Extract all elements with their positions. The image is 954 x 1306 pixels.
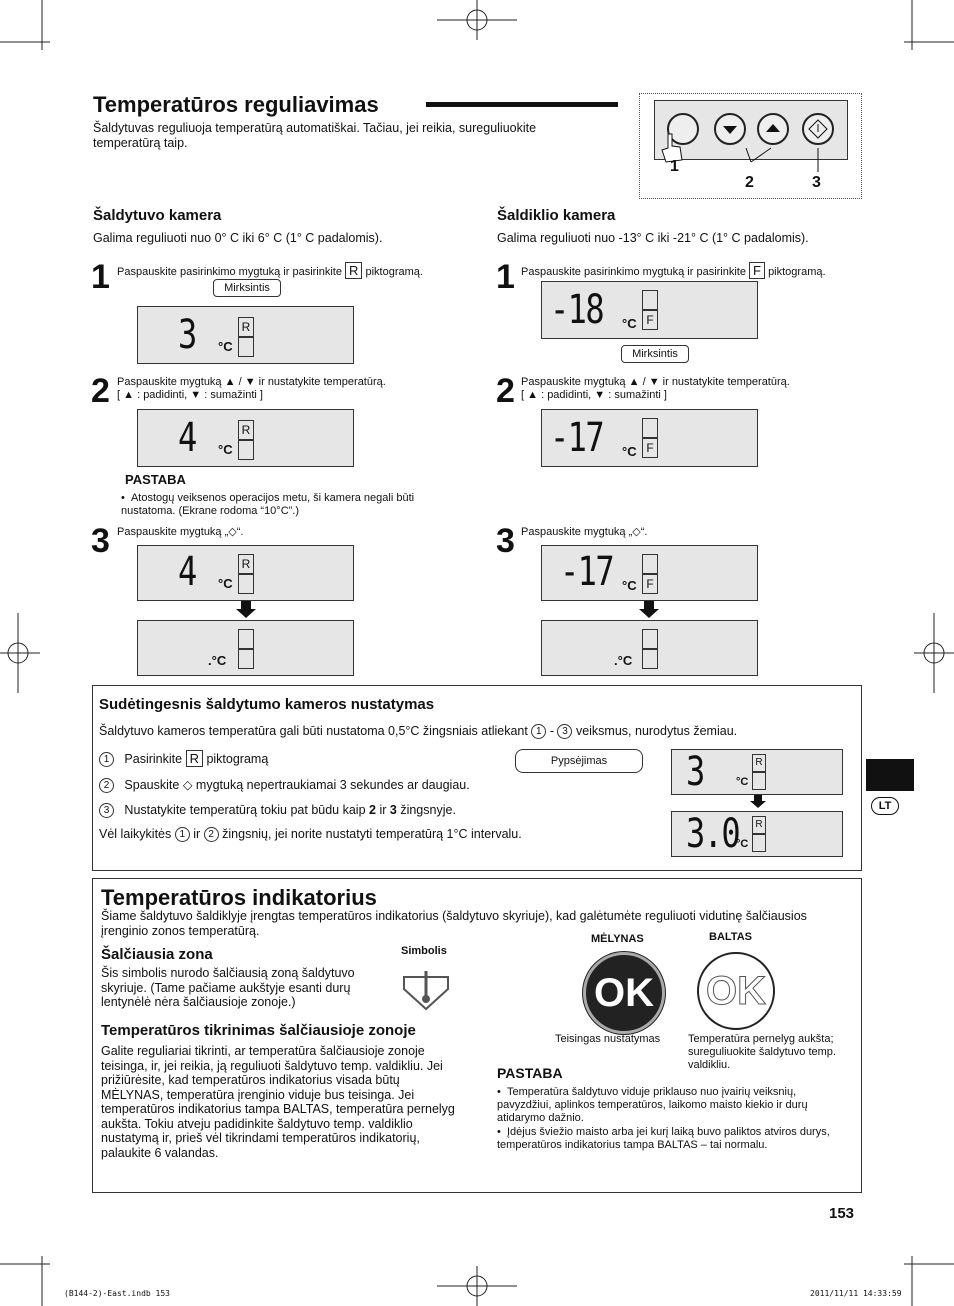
advanced-item-1: 1 Pasirinkite R piktogramą [99, 750, 268, 767]
set-icon: ◇ [182, 778, 193, 792]
panel-label-3: 3 [812, 174, 821, 191]
advanced-lcd-2: 3.0 °C R [671, 811, 843, 857]
indicator-note-title: PASTABA [497, 1065, 563, 1081]
advanced-down-arrow [750, 795, 766, 809]
freezer-step-3-text: Paspauskite mygtuką „◇“. [521, 526, 648, 538]
advanced-lcd-1: 3 °C R [671, 749, 843, 795]
indicator-note-1: • Temperatūra šaldytuvo viduje priklauso nuo įvairių veiksnių, pavyzdžiui, aplinkos temperatūros, laikomo maisto kiekio ir durų atidarymo dažnio. [497, 1086, 808, 1124]
fridge-step-2-text: Paspauskite mygtuką ▲ / ▼ ir nustatykite temperatūrą. [ ▲ : padidinti, ▼ : sumažinti ] [117, 376, 386, 401]
advanced-item-2: 2 Spauskite ◇ mygtuką nepertraukiamai 3 sekundes ar daugiau. [99, 778, 470, 793]
lang-tab-block [866, 759, 914, 791]
fridge-step-3-text: Paspauskite mygtuką „◇“. [117, 526, 244, 538]
freezer-step-1-text: Paspauskite pasirinkimo mygtuką ir pasirinkite F piktogramą. [521, 263, 826, 278]
fridge-step-3-number: 3 [91, 522, 110, 560]
page-number: 153 [829, 1205, 855, 1222]
set-icon: ◇ [228, 526, 237, 538]
down-triangle-icon: ▼ [648, 376, 660, 388]
freezer-down-arrow [639, 601, 659, 619]
panel-label-1: 1 [670, 158, 679, 175]
check-heading: Temperatūros tikrinimas šalčiausioje zonoje [101, 1022, 416, 1039]
indicator-note-2: • Įdėjus šviežio maisto arba jei kurį laiką buvo paliktos atviros durys, temperatūros indikatorius tampa BALTAS – tai normalu. [497, 1126, 830, 1151]
fridge-note-title: PASTABA [125, 472, 186, 487]
up-triangle-icon: ▲ [527, 389, 539, 401]
symbol-label: Simbolis [401, 945, 447, 957]
down-triangle-icon: ▼ [244, 376, 256, 388]
down-triangle-icon: ▼ [594, 389, 606, 401]
fridge-note: • Atostogų veiksenos operacijos metu, ši kamera negali būti nustatoma. (Ekrane rodoma “10°C”.) [121, 492, 415, 517]
panel-label-2: 2 [745, 174, 754, 191]
freezer-blinking-callout: Mirksintis [621, 345, 689, 363]
white-label: BALTAS [709, 931, 752, 943]
ok-blue-indicator: OK [583, 952, 665, 1034]
up-triangle-icon: ▲ [224, 376, 236, 388]
fridge-down-arrow [236, 601, 256, 619]
footer-left: (B144-2)-East.indb 153 [64, 1289, 170, 1298]
beep-callout: Pypsėjimas [515, 749, 643, 773]
check-text: Galite reguliariai tikrinti, ar temperatūra šalčiausioje zonoje teisinga, ir, jei reikia, ją reguliuoti šaldytuvo temp. valdikliu. Jei prižiūrėsite, kad temperatūros indikatorius visada būtų MĖLYNAS, temperatūra įrenginio viduje bus teisinga. Jei temperatūros indikatorius tampa BALTAS, temperatūra pernelyg aukšta. Tokiu atveju padidinkite šaldytuvo temp. valdiklio nustatymą ir, prieš vėl tikrindami temperatūros indikatorių, palaukite 6 valandas. [101, 1044, 455, 1160]
fridge-range: Galima reguliuoti nuo 0° C iki 6° C (1° C padalomis). [93, 231, 383, 245]
freezer-lcd-1: -18 °C F [541, 281, 758, 339]
advanced-setting-box [92, 685, 862, 871]
fridge-heading: Šaldytuvo kamera [93, 207, 222, 224]
white-caption: Temperatūra pernelyg aukšta; sureguliuokite šaldytuvo temp. valdikliu. [688, 1033, 836, 1071]
fridge-lcd-3: 4 °C R [137, 545, 354, 601]
fridge-step-1-text: Paspauskite pasirinkimo mygtuką ir pasirinkite R piktogramą. [117, 263, 423, 278]
fridge-blinking-callout: Mirksintis [213, 279, 281, 297]
down-triangle-icon: ▼ [190, 389, 202, 401]
freezer-step-2-text: Paspauskite mygtuką ▲ / ▼ ir nustatykite temperatūrą. [ ▲ : padidinti, ▼ : sumažinti ] [521, 376, 790, 401]
blue-label: MĖLYNAS [591, 933, 644, 945]
fridge-lcd-4: .°C [137, 620, 354, 676]
indicator-heading: Temperatūros indikatorius [101, 885, 377, 910]
freezer-step-2-number: 2 [496, 372, 515, 410]
advanced-heading: Sudėtingesnis šaldytumo kameros nustatymas [99, 696, 435, 713]
up-triangle-icon: ▲ [123, 389, 135, 401]
fridge-lcd-2: 4 °C R [137, 409, 354, 467]
page-title: Temperatūros reguliavimas [93, 92, 379, 117]
freezer-lcd-2: -17 °C F [541, 409, 758, 467]
fridge-step-2-number: 2 [91, 372, 110, 410]
blue-caption: Teisingas nustatymas [555, 1033, 661, 1045]
coldest-zone-text: Šis simbolis nurodo šalčiausią zoną šaldytuvo skyriuje. (Tame pačiame aukštyje esanti durų lentynėlė nėra šalčiausioje zonoje.) [101, 966, 355, 1009]
freezer-step-3-number: 3 [496, 522, 515, 560]
set-icon: ◇ [632, 526, 641, 538]
freezer-range: Galima reguliuoti nuo -13° C iki -21° C (1° C padalomis). [497, 231, 809, 245]
advanced-item-3: 3 Nustatykite temperatūrą tokiu pat būdu kaip 2 ir 3 žingsnyje. [99, 803, 456, 818]
advanced-repeat: Vėl laikykitės 1 ir 2 žingsnių, jei norite nustatyti temperatūrą 1°C intervalu. [99, 827, 522, 841]
lang-tab: LT [871, 797, 899, 815]
freezer-step-1-number: 1 [496, 258, 515, 296]
footer-right: 2011/11/11 14:33:59 [810, 1289, 902, 1298]
intro-text: Šaldytuvas reguliuoja temperatūrą automatiškai. Tačiau, jei reikia, sureguliuokite temperatūrą taip. [93, 121, 537, 150]
coldest-zone-symbol [401, 965, 451, 1011]
indicator-box [92, 878, 862, 1193]
advanced-intro: Šaldytuvo kameros temperatūra gali būti nustatoma 0,5°C žingsniais atliekant 1 - 3 veiksmus, nurodytus žemiau. [99, 724, 738, 738]
ok-white-indicator: OK [697, 952, 775, 1030]
r-icon: R [186, 750, 203, 767]
control-panel-figure [639, 93, 862, 199]
fridge-lcd-1: 3 °C R [137, 306, 354, 364]
indicator-intro: Šiame šaldytuvo šaldiklyje įrengtas temperatūros indikatorius (šaldytuvo skyriuje), kad galėtumėte reguliuoti vidutinę šalčiausios įrenginio zonos temperatūrą. [101, 909, 807, 938]
r-icon: R [345, 262, 362, 279]
f-icon: F [749, 262, 765, 279]
coldest-zone-heading: Šalčiausia zona [101, 946, 213, 963]
freezer-lcd-3: -17 °C F [541, 545, 758, 601]
fridge-step-1-number: 1 [91, 258, 110, 296]
freezer-lcd-4: .°C [541, 620, 758, 676]
title-rule [426, 102, 618, 107]
up-triangle-icon: ▲ [628, 376, 640, 388]
freezer-heading: Šaldiklio kamera [497, 207, 616, 224]
